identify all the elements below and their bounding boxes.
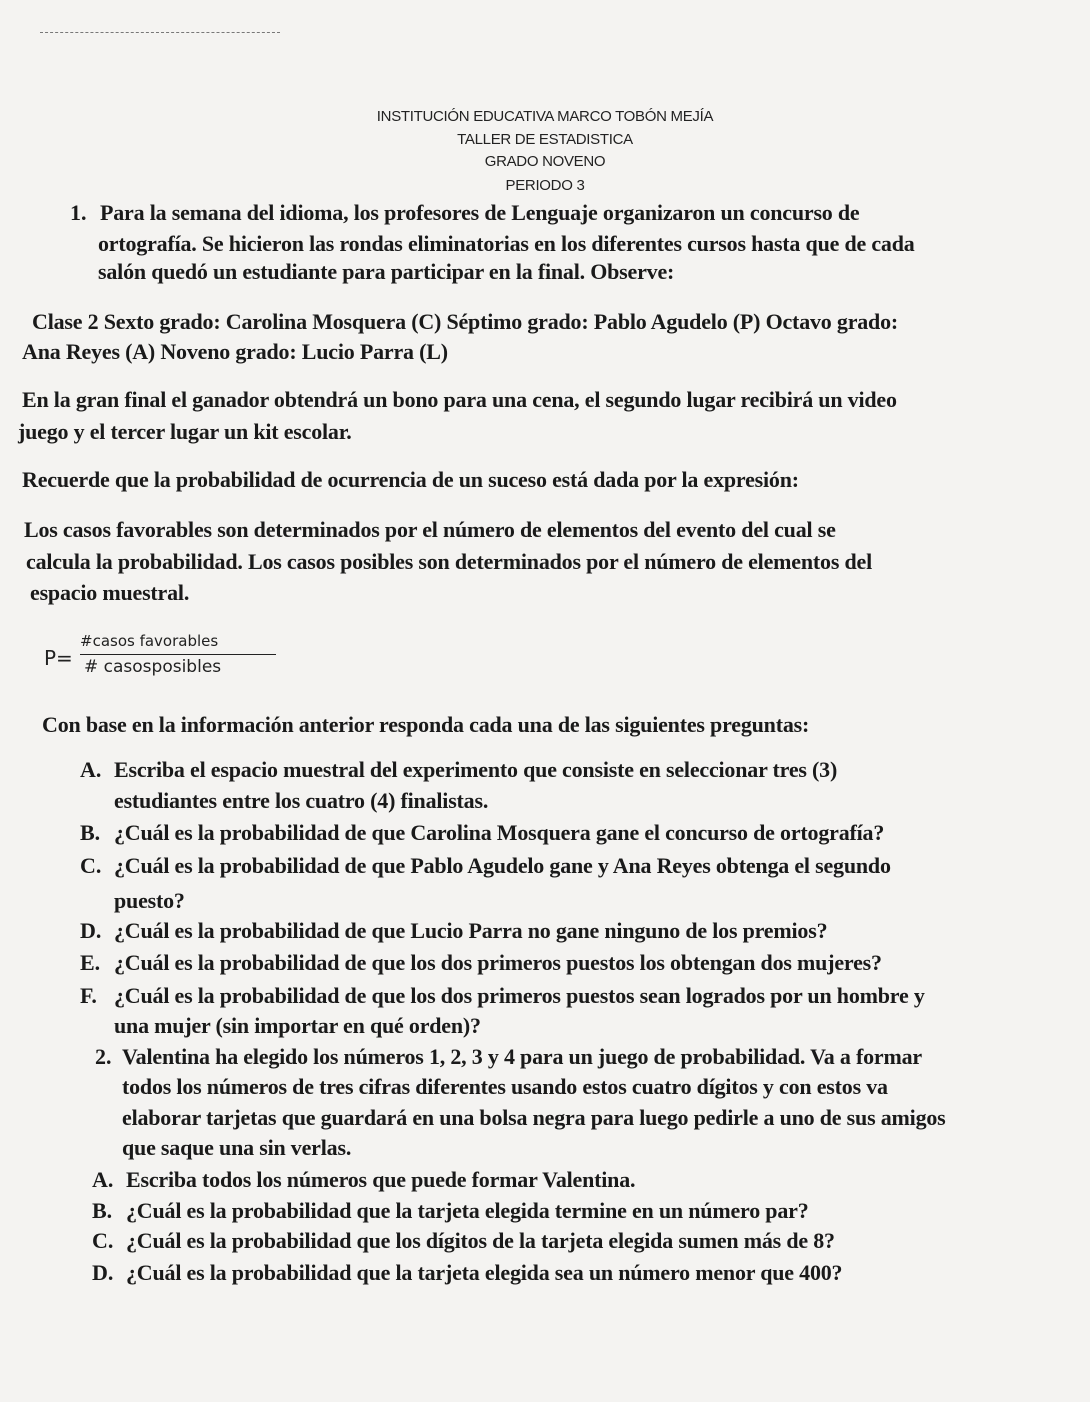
item-label: C. [92,1228,114,1253]
formula-denominator: # casosposibles [84,657,222,677]
finalists-text: Ana Reyes (A) Noveno grado: Lucio Parra (L) [22,339,448,364]
cases-text: Los casos favorables son determinados por el número de elementos del evento del cual se [24,517,836,542]
question-1-number: 1. [70,200,87,225]
item-text: ¿Cuál es la probabilidad de que Pablo Agudelo gane y Ana Reyes obtenga el segundo [114,853,891,878]
item-label: B. [80,820,101,845]
period: PERIODO 3 [505,177,585,194]
item-label: C. [80,853,102,878]
question-2-number: 2. [95,1044,112,1069]
item-text: puesto? [114,888,185,913]
cases-text: espacio muestral. [30,580,190,605]
item-text: ¿Cuál es la probabilidad de que Carolina Mosquera gane el concurso de ortografía? [114,820,885,845]
grade: GRADO NOVENO [484,153,606,170]
item-text: Escriba todos los números que puede formar Valentina. [126,1167,636,1192]
item-text: ¿Cuál es la probabilidad que la tarjeta elegida termine en un número par? [126,1198,809,1223]
workshop-title: TALLER DE ESTADISTICA [457,131,633,148]
scan-artifact-line [40,32,280,33]
item-text: ¿Cuál es la probabilidad que la tarjeta elegida sea un número menor que 400? [126,1260,843,1285]
question-1-text: salón quedó un estudiante para participar en la final. Observe: [98,259,675,284]
item-label: B. [92,1198,113,1223]
cases-text: calcula la probabilidad. Los casos posibles son determinados por el número de elementos del [26,549,872,574]
item-text: ¿Cuál es la probabilidad que los dígitos de la tarjeta elegida sumen más de 8? [126,1228,835,1253]
instruction-text: Con base en la información anterior responda cada una de las siguientes preguntas: [42,712,810,737]
reminder-text: Recuerde que la probabilidad de ocurrencia de un suceso está dada por la expresión: [22,467,799,492]
school-name: INSTITUCIÓN EDUCATIVA MARCO TOBÓN MEJÍA [376,108,714,125]
item-label: A. [92,1167,114,1192]
item-text: Escriba el espacio muestral del experimento que consiste en seleccionar tres (3) [114,757,838,782]
question-2-text: todos los números de tres cifras diferentes usando estos cuatro dígitos y con estos va [122,1074,888,1099]
question-2-text: elaborar tarjetas que guardará en una bolsa negra para luego pedirle a uno de sus amigos [122,1105,946,1130]
formula-p: P= [44,646,73,670]
item-label: E. [80,950,101,975]
fraction-bar [80,654,276,655]
prizes-text: juego y el tercer lugar un kit escolar. [18,419,352,444]
item-text: ¿Cuál es la probabilidad de que Lucio Parra no gane ninguno de los premios? [114,918,828,943]
item-label: D. [80,918,102,943]
question-1-text: Para la semana del idioma, los profesores de Lenguaje organizaron un concurso de [100,200,860,225]
question-2-text: Valentina ha elegido los números 1, 2, 3 y 4 para un juego de probabilidad. Va a formar [122,1044,922,1069]
question-1-text: ortografía. Se hicieron las rondas eliminatorias en los diferentes cursos hasta que de cada [98,231,915,256]
prizes-text: En la gran final el ganador obtendrá un bono para una cena, el segundo lugar recibirá un video [22,387,897,412]
question-2-text: que saque una sin verlas. [122,1135,352,1160]
item-text: ¿Cuál es la probabilidad de que los dos primeros puestos sean logrados por un hombre y [114,983,925,1008]
item-text: una mujer (sin importar en qué orden)? [114,1013,481,1038]
item-label: F. [80,983,97,1008]
item-text: estudiantes entre los cuatro (4) finalistas. [114,788,489,813]
finalists-text: Clase 2 Sexto grado: Carolina Mosquera (C) Séptimo grado: Pablo Agudelo (P) Octavo grado: [32,309,899,334]
item-text: ¿Cuál es la probabilidad de que los dos primeros puestos los obtengan dos mujeres? [114,950,882,975]
item-label: D. [92,1260,114,1285]
item-label: A. [80,757,102,782]
formula-numerator: #casos favorables [80,632,219,650]
